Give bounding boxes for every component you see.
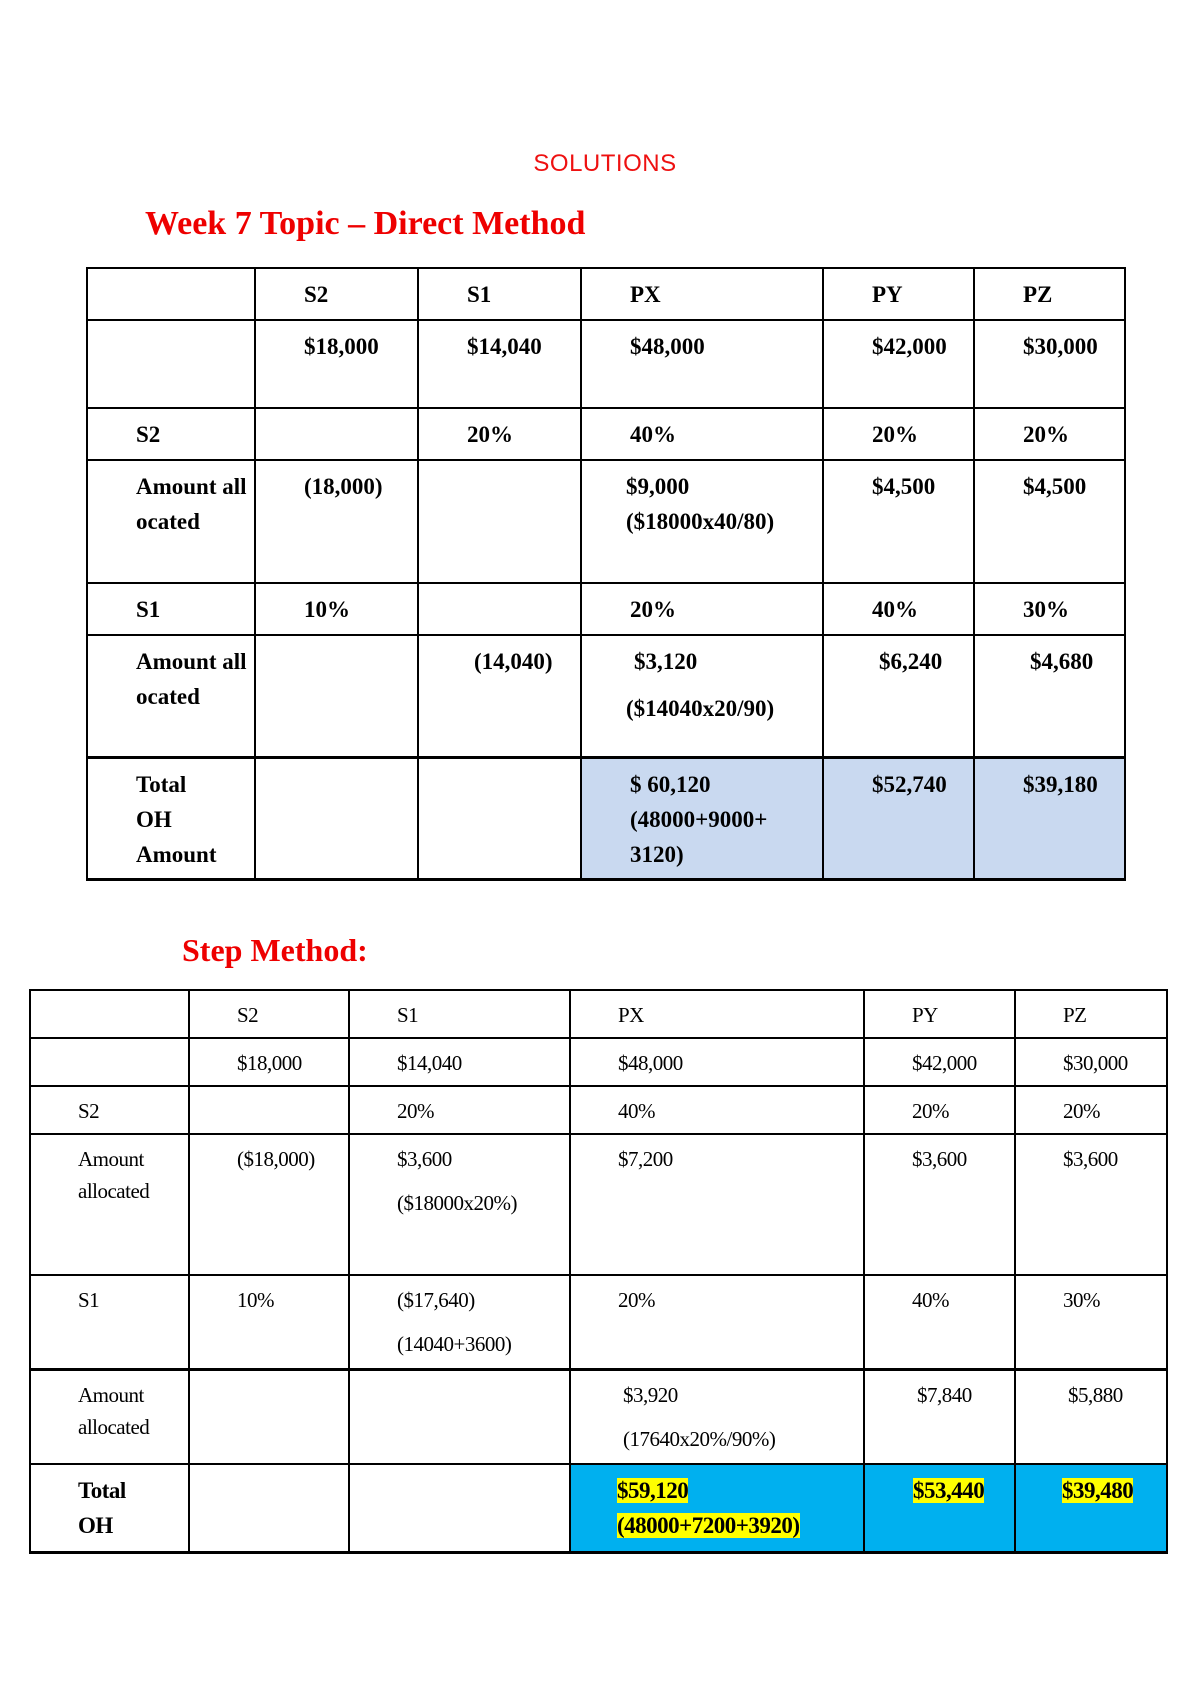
cell: $6,240 [823, 635, 974, 757]
px-value: $59,120 [617, 1478, 689, 1503]
cell: 20% [418, 408, 581, 460]
cell: $5,880 [1015, 1369, 1167, 1464]
cell: Amount allocated [87, 460, 255, 583]
cell: $42,000 [823, 320, 974, 408]
header-cell: PX [581, 268, 823, 320]
cell: $3,600 [1015, 1134, 1167, 1275]
header-cell [87, 268, 255, 320]
cell: $39,180 [974, 757, 1125, 879]
header-cell: S1 [418, 268, 581, 320]
cell: 30% [974, 583, 1125, 635]
px-note: (48000+7200+3920) [617, 1513, 800, 1538]
header-cell: PY [864, 990, 1015, 1038]
cell: $48,000 [570, 1038, 864, 1086]
s1-row [87, 583, 1125, 635]
cell: S2 [87, 408, 255, 460]
cell [30, 1464, 189, 1552]
cell: $14,040 [418, 320, 581, 408]
total-label: Total OH [78, 1478, 126, 1538]
total-row [87, 757, 1125, 879]
amount-allocated-row [30, 1134, 1167, 1275]
cell: Amount allocated [87, 635, 255, 757]
amount-allocated-row [87, 460, 1125, 583]
direct-method-table [86, 267, 1126, 881]
header-cell: S1 [349, 990, 570, 1038]
cell: $3,600 [864, 1134, 1015, 1275]
cell [349, 1275, 570, 1369]
header-cell: PX [570, 990, 864, 1038]
header-cell: S2 [255, 268, 418, 320]
direct-method-heading: Week 7 Topic – Direct Method [145, 205, 586, 242]
cell: $7,840 [864, 1369, 1015, 1464]
s1-note: ($18000x20%) [397, 1191, 517, 1215]
cell: $42,000 [864, 1038, 1015, 1086]
px-value: $3,120 [634, 649, 698, 674]
cell: 20% [570, 1275, 864, 1369]
header-cell: S2 [189, 990, 349, 1038]
cell: 30% [1015, 1275, 1167, 1369]
cell: 40% [581, 408, 823, 460]
cell [189, 1464, 349, 1552]
cell: $4,500 [974, 460, 1125, 583]
total-row [30, 1464, 1167, 1552]
cell [581, 757, 823, 879]
cell: (14,040) [418, 635, 581, 757]
cell [255, 635, 418, 757]
cell: 40% [864, 1275, 1015, 1369]
cell: 20% [974, 408, 1125, 460]
cell [30, 1038, 189, 1086]
cell [255, 408, 418, 460]
cell: 20% [581, 583, 823, 635]
header-cell: PZ [974, 268, 1125, 320]
cell [581, 460, 823, 583]
cell: Amount allocated [30, 1134, 189, 1275]
cell: 20% [864, 1086, 1015, 1134]
cell: ($18,000) [189, 1134, 349, 1275]
header-row [87, 268, 1125, 320]
step-method-table [29, 989, 1168, 1554]
s1-value: $3,600 [397, 1147, 452, 1171]
px-value: $9,000 [626, 474, 690, 499]
step-method-heading: Step Method: [182, 932, 368, 968]
cell: $4,500 [823, 460, 974, 583]
cell [864, 1464, 1015, 1552]
cell [87, 320, 255, 408]
cell: Amount allocated [30, 1369, 189, 1464]
cell: S1 [87, 583, 255, 635]
cell: $48,000 [581, 320, 823, 408]
cell: $4,680 [974, 635, 1125, 757]
cell [349, 1464, 570, 1552]
header-cell [30, 990, 189, 1038]
costs-row [87, 320, 1125, 408]
s1-value: ($17,640) [397, 1288, 475, 1312]
cell [255, 757, 418, 879]
amount-allocated-row [87, 635, 1125, 757]
cell [418, 460, 581, 583]
cell: 20% [349, 1086, 570, 1134]
cell [349, 1369, 570, 1464]
cell: $14,040 [349, 1038, 570, 1086]
cell [570, 1464, 864, 1552]
cell: $18,000 [189, 1038, 349, 1086]
px-note: (48000+9000+ 3120) [630, 806, 768, 867]
header-cell: PY [823, 268, 974, 320]
cell [189, 1086, 349, 1134]
cell: $30,000 [974, 320, 1125, 408]
s2-row [87, 408, 1125, 460]
cell [189, 1369, 349, 1464]
cell: $52,740 [823, 757, 974, 879]
amount-allocated-row [30, 1369, 1167, 1464]
cell: 40% [570, 1086, 864, 1134]
header-row [30, 990, 1167, 1038]
s1-note: (14040+3600) [397, 1332, 512, 1356]
cell: Total OH Amount [87, 757, 255, 879]
cell: S1 [30, 1275, 189, 1369]
cell: (18,000) [255, 460, 418, 583]
cell: S2 [30, 1086, 189, 1134]
header-cell: PZ [1015, 990, 1167, 1038]
cell: $7,200 [570, 1134, 864, 1275]
cell: $30,000 [1015, 1038, 1167, 1086]
cell: 10% [189, 1275, 349, 1369]
cell: 20% [823, 408, 974, 460]
px-note: ($14040x20/90) [626, 696, 775, 721]
cell [1015, 1464, 1167, 1552]
cell [418, 757, 581, 879]
py-value: $53,440 [913, 1478, 985, 1503]
cell: 20% [1015, 1086, 1167, 1134]
s1-row [30, 1275, 1167, 1369]
s2-row [30, 1086, 1167, 1134]
cell: 40% [823, 583, 974, 635]
px-note: ($18000x40/80) [626, 509, 775, 534]
px-note: (17640x20%/90%) [623, 1426, 776, 1451]
px-value: $ 60,120 [630, 771, 711, 797]
cell [349, 1134, 570, 1275]
cell [570, 1369, 864, 1464]
solutions-label: SOLUTIONS [533, 150, 677, 177]
cell [418, 583, 581, 635]
cell [581, 635, 823, 757]
cell: $18,000 [255, 320, 418, 408]
pz-value: $39,480 [1062, 1478, 1134, 1503]
cell: 10% [255, 583, 418, 635]
px-value: $3,920 [623, 1382, 678, 1407]
costs-row [30, 1038, 1167, 1086]
